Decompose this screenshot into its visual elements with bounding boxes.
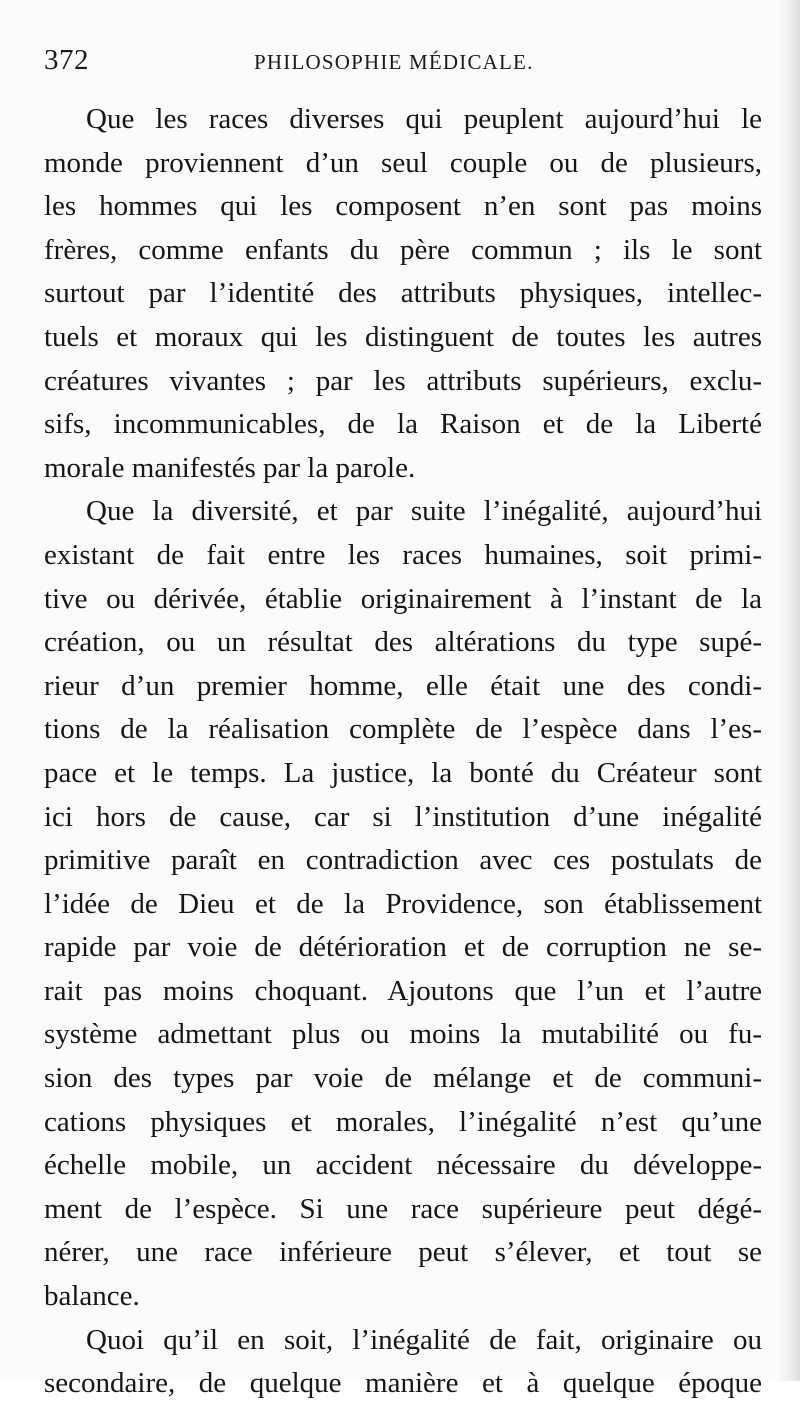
text-line: morale manifestés par la parole.	[44, 451, 416, 484]
text-line: frères, comme enfants du père commun ; ils le sont	[44, 233, 762, 266]
paragraph-2	[44, 490, 762, 1318]
paragraph-3	[44, 1319, 762, 1406]
text-line: nérer, une race inférieure peut s’élever, et tout se	[44, 1236, 762, 1269]
text-line: primitive paraît en contradiction avec ces postulats de	[44, 844, 762, 877]
text-line: pace et le temps. La justice, la bonté du Créateur sont	[44, 756, 762, 789]
text-line: créatures vivantes ; par les attributs supérieurs, exclu-	[44, 364, 762, 397]
body-text	[44, 98, 762, 1406]
text-line: tuels et moraux qui les distinguent de toutes les autres	[44, 320, 762, 353]
text-line: l’idée de Dieu et de la Providence, son établissement	[44, 887, 762, 920]
text-line: rieur d’un premier homme, elle était une des condi-	[44, 669, 762, 702]
text-line: surtout par l’identité des attributs physiques, intellec-	[44, 277, 762, 310]
text-line: existant de fait entre les races humaines, soit primi-	[44, 538, 762, 571]
text-line: ment de l’espèce. Si une race supérieure peut dégé-	[44, 1192, 762, 1225]
text-line: rapide par voie de détérioration et de corruption ne se-	[44, 931, 762, 964]
text-line: tive ou dérivée, établie originairement à l’instant de la	[44, 582, 762, 615]
page-header	[44, 44, 764, 84]
page-number: 372	[44, 44, 89, 76]
text-line: système admettant plus ou moins la mutabilité ou fu-	[44, 1018, 762, 1051]
text-line: rait pas moins choquant. Ajoutons que l’un et l’autre	[44, 974, 762, 1007]
text-line: Quoi qu’il en soit, l’inégalité de fait, originaire ou	[86, 1323, 762, 1356]
text-line: création, ou un résultat des altérations du type supé-	[44, 626, 762, 659]
text-line: échelle mobile, un accident nécessaire du développe-	[44, 1149, 762, 1182]
text-line: monde proviennent d’un seul couple ou de plusieurs,	[44, 146, 762, 179]
text-line: ici hors de cause, car si l’institution d’une inégalité	[44, 800, 762, 833]
text-line: les hommes qui les composent n’en sont pas moins	[44, 190, 762, 223]
text-line: Que les races diverses qui peuplent aujourd’hui le	[86, 103, 762, 135]
text-line: Que la diversité, et par suite l’inégalité, aujourd’hui	[86, 495, 762, 528]
text-line: sion des types par voie de mélange et de communi-	[44, 1062, 762, 1095]
running-title: PHILOSOPHIE MÉDICALE.	[254, 50, 534, 74]
paragraph-1	[44, 98, 762, 490]
text-line: cations physiques et morales, l’inégalité n’est qu’une	[44, 1105, 762, 1138]
page-edge-shadow	[778, 0, 800, 1381]
text-line: sifs, incommunicables, de la Raison et de la Liberté	[44, 408, 762, 441]
text-line: balance.	[44, 1280, 140, 1313]
text-line: tions de la réalisation complète de l’espèce dans l’es-	[44, 713, 762, 746]
text-line: secondaire, de quelque manière et à quelque époque	[44, 1367, 762, 1400]
